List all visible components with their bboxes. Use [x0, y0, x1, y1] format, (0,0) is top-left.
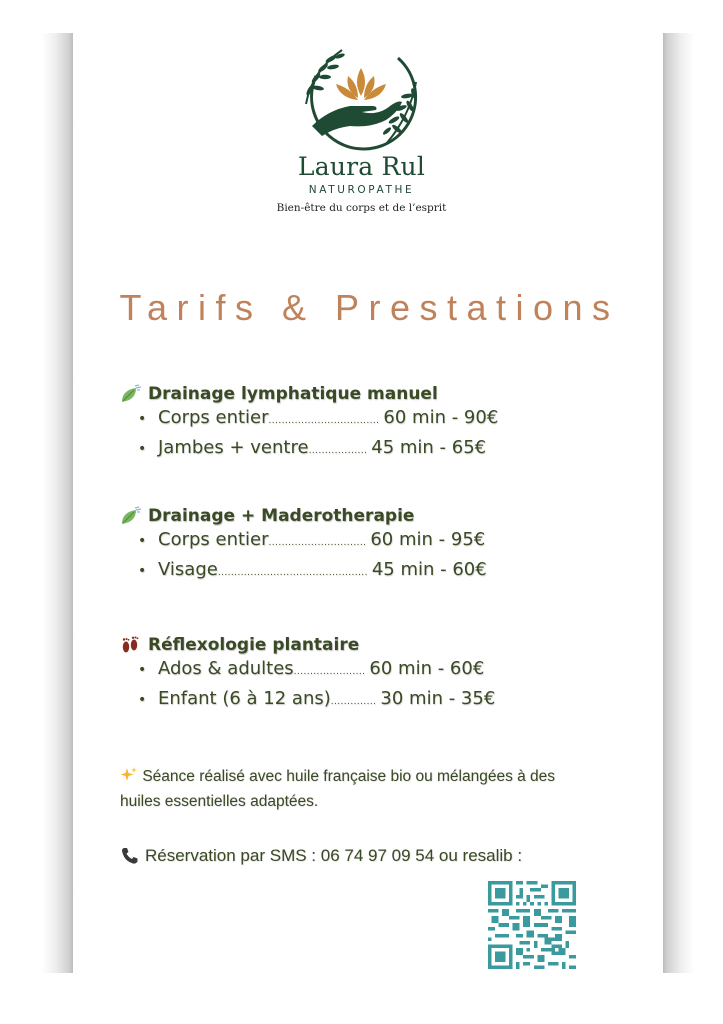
price-item — [138, 688, 495, 718]
oil-note-text: Séance réalisé avec huile française bio ou mélangées à des huiles essentielles adaptées. — [120, 768, 556, 810]
item-label: Ados & adultes — [158, 658, 294, 679]
leader-dots: .............................. — [268, 538, 367, 548]
bullet: • — [138, 662, 147, 678]
section-drainage-lymphatique — [120, 381, 498, 466]
section-drainage-maderotherapie — [120, 503, 487, 588]
leader-dots: .............. — [330, 696, 377, 707]
section-title: Drainage lymphatique manuel — [148, 384, 438, 404]
reservation-text[interactable]: Réservation par SMS : 06 74 97 09 54 ou resalib : — [145, 846, 523, 865]
phone-icon — [120, 847, 140, 865]
oil-note — [120, 764, 590, 814]
lotus-hand-logo-icon — [298, 46, 424, 154]
bullet: • — [138, 533, 147, 549]
price-item — [138, 529, 487, 559]
section-title: Réflexologie plantaire — [148, 635, 360, 655]
leader-dots: ...................... — [293, 667, 366, 677]
section-title: Drainage + Maderotherapie — [148, 506, 415, 526]
item-price: 45 min - 60€ — [371, 558, 487, 580]
leader-dots: .................................. — [268, 416, 380, 426]
item-price: 60 min - 60€ — [369, 658, 485, 679]
price-item — [138, 559, 487, 589]
sparkles-icon — [120, 767, 138, 783]
brand-name: Laura Rul — [297, 152, 426, 181]
section-heading — [120, 381, 498, 407]
item-price: 60 min - 95€ — [370, 529, 486, 550]
leaf-wind-icon — [120, 506, 142, 526]
price-item — [138, 437, 498, 467]
reservation-line — [120, 846, 522, 866]
leaf-wind-icon — [120, 384, 142, 404]
item-label: Visage — [158, 558, 218, 580]
section-heading — [120, 503, 487, 529]
footprints-icon — [120, 635, 142, 655]
brand-subtitle: NATUROPATHE — [308, 184, 415, 196]
bullet: • — [138, 691, 147, 708]
bullet: • — [138, 562, 147, 579]
item-price: 45 min - 65€ — [371, 436, 487, 458]
bullet: • — [138, 440, 147, 457]
section-heading — [120, 632, 495, 658]
item-label: Enfant (6 à 12 ans) — [158, 687, 331, 709]
bullet: • — [138, 411, 147, 427]
item-label: Corps entier — [158, 407, 269, 428]
leader-dots: .............................................. — [217, 567, 368, 578]
price-item — [138, 658, 495, 688]
qr-code[interactable] — [488, 881, 576, 969]
page-title: Tarifs & Prestations — [119, 287, 620, 328]
section-reflexologie — [120, 632, 495, 717]
item-label: Jambes + ventre — [158, 436, 309, 458]
leader-dots: .................. — [308, 445, 368, 456]
price-item — [138, 407, 498, 437]
brand-tagline: Bien-être du corps et de l’esprit — [276, 202, 447, 214]
item-price: 30 min - 35€ — [380, 687, 496, 709]
item-price: 60 min - 90€ — [383, 407, 499, 428]
item-label: Corps entier — [158, 529, 269, 550]
